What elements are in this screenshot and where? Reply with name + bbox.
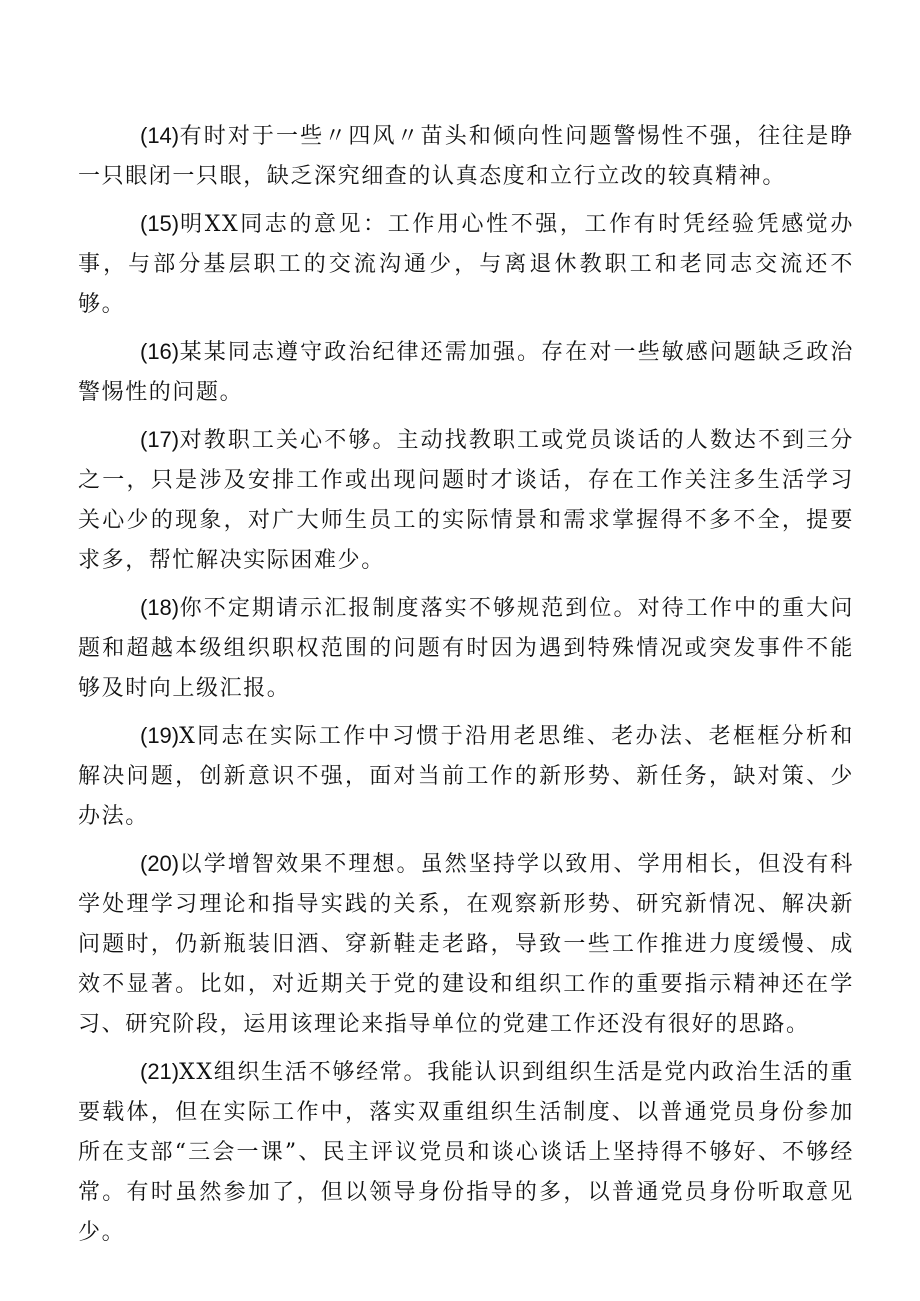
- paragraph-text: 有时对于一些〃四风〃苗头和倾向性问题警惕性不强，往往是睁一只眼闭一只眼，缺乏深究细查的认真态度和立行立改的较真精神。: [78, 124, 854, 189]
- paragraph-15: [78, 204, 854, 325]
- paragraph-21: [78, 1052, 854, 1253]
- document-body: [78, 116, 854, 1260]
- paragraph-text: 某某同志遵守政治纪律还需加强。存在对一些敏感问题缺乏政治警惕性的问题。: [78, 340, 854, 405]
- paragraph-20: [78, 844, 854, 1045]
- paragraph-number: (20): [140, 851, 180, 876]
- paragraph-text: 对教职工关心不够。主动找教职工或党员谈话的人数达不到三分之一，只是涉及安排工作或出现问题时才谈话，存在工作关注多生活学习关心少的现象，对广大师生员工的实际情景和需求掌握得不多不全，提要求多，帮忙解决实际困难少。: [78, 428, 854, 573]
- paragraph-17: [78, 420, 854, 581]
- paragraph-text: 以学增智效果不理想。虽然坚持学以致用、学用相长，但没有科学处理学习理论和指导实践的关系，在观察新形势、研究新情况、解决新问题时，仍新瓶装旧酒、穿新鞋走老路，导致一些工作推进力度缓慢、成效不显著。比如，对近期关于党的建设和组织工作的重要指示精神还在学习、研究阶段，运用该理论来指导单位的党建工作还没有很好的思路。: [78, 852, 854, 1037]
- paragraph-text: X同志在实际工作中习惯于沿用老思维、老办法、老框框分析和解决问题，创新意识不强，面对当前工作的新形势、新任务，缺对策、少办法。: [78, 724, 854, 829]
- paragraph-text: XX组织生活不够经常。我能认识到组织生活是党内政治生活的重要载体，但在实际工作中，落实双重组织生活制度、以普通党员身份参加所在支部“三会一课”、民主评议党员和谈心谈话上坚持得不够好、不够经常。有时虽然参加了，但以领导身份指导的多，以普通党员身份听取意见少。: [78, 1060, 854, 1245]
- paragraph-text: 你不定期请示汇报制度落实不够规范到位。对待工作中的重大问题和超越本级组织职权范围的问题有时因为遇到特殊情况或突发事件不能够及时向上级汇报。: [78, 596, 854, 701]
- paragraph-number: (21): [140, 1059, 180, 1084]
- paragraph-text: 明XX同志的意见：工作用心性不强，工作有时凭经验凭感觉办事，与部分基层职工的交流沟通少，与离退休教职工和老同志交流还不够。: [78, 212, 854, 317]
- paragraph-number: (17): [140, 427, 180, 452]
- paragraph-16: [78, 332, 854, 413]
- paragraph-number: (15): [140, 211, 180, 236]
- paragraph-18: [78, 588, 854, 709]
- paragraph-number: (18): [140, 595, 180, 620]
- paragraph-number: (16): [140, 339, 180, 364]
- paragraph-number: (19): [140, 723, 180, 748]
- paragraph-14: [78, 116, 854, 197]
- paragraph-number: (14): [140, 123, 180, 148]
- paragraph-19: [78, 716, 854, 837]
